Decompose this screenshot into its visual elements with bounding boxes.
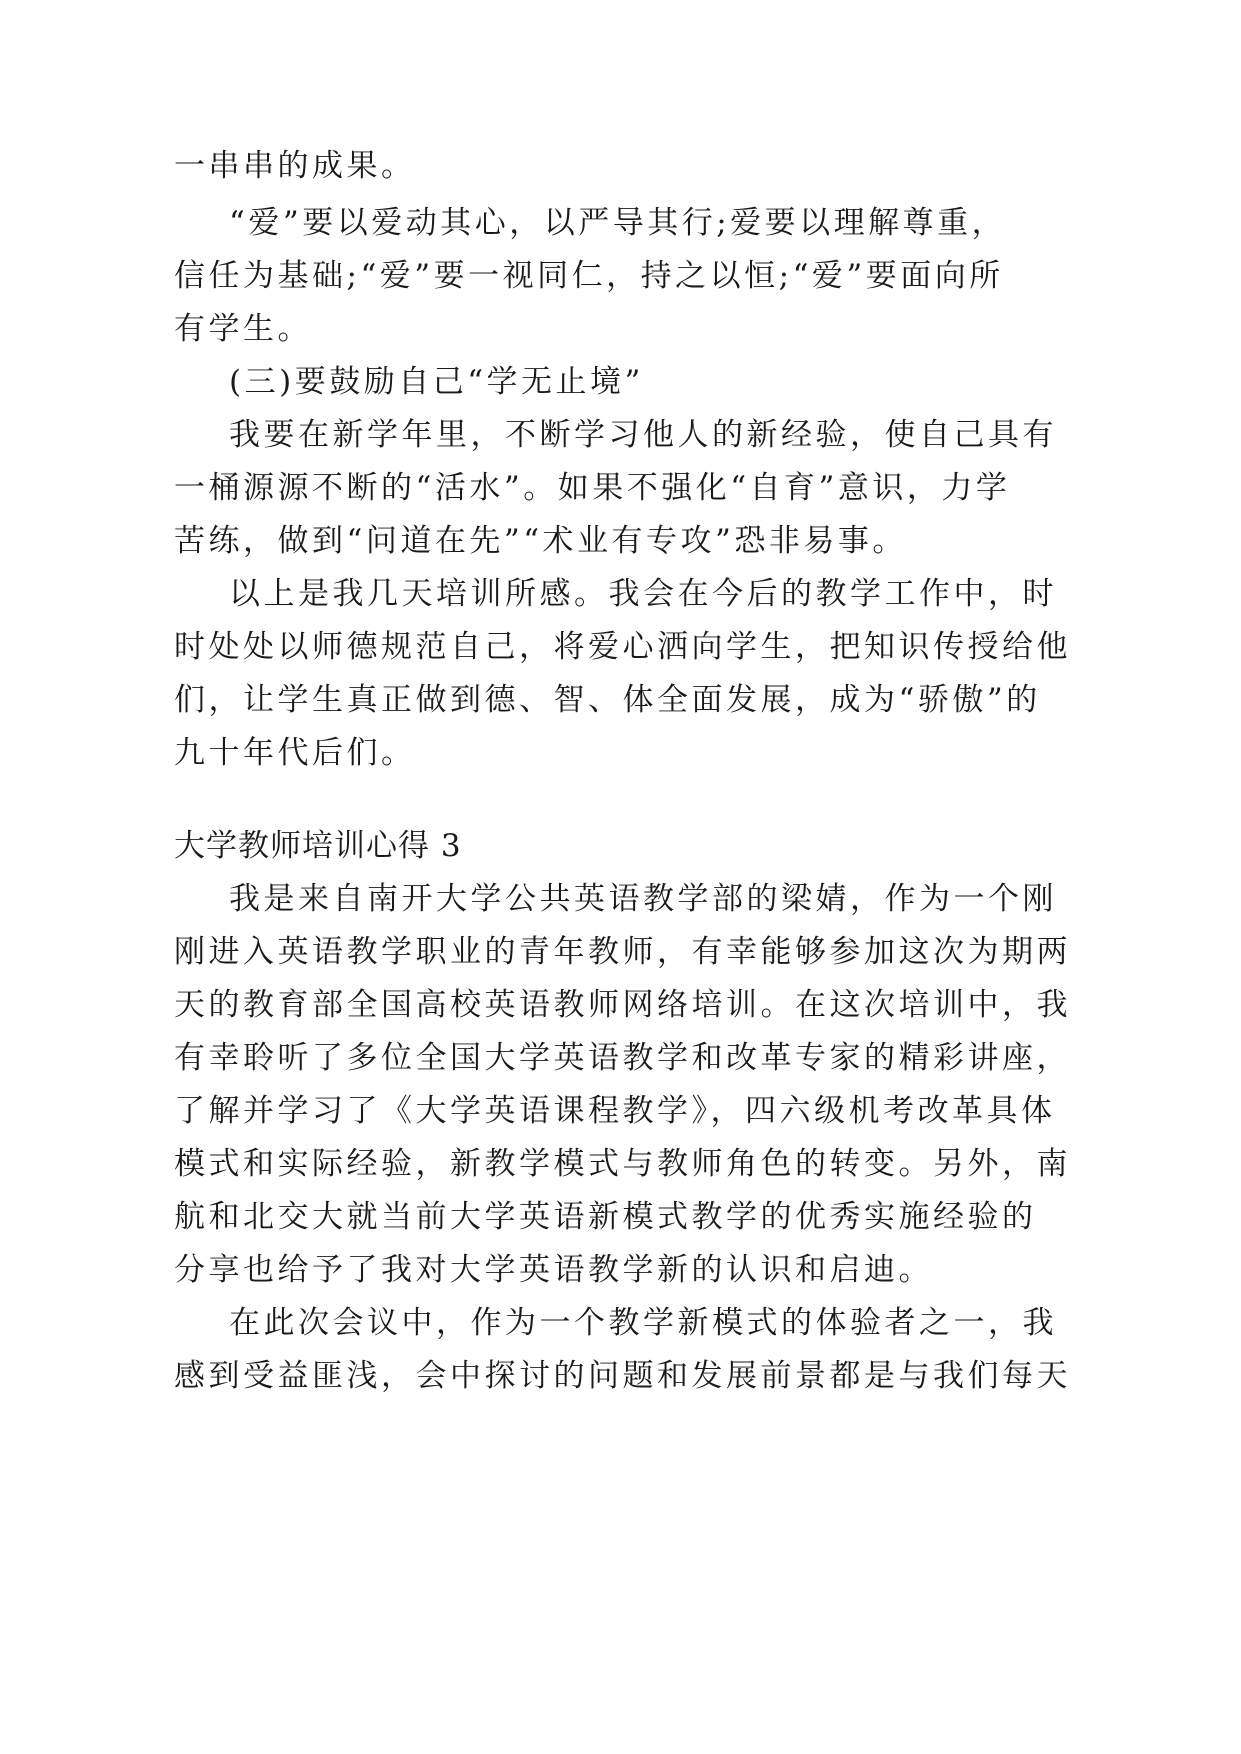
text-line: 时处处以师德规范自己，将爱心洒向学生，把知识传授给他 [174,629,1071,665]
text-line: “爱”要以爱动其心，以严导其行;爱要以理解尊重， [229,205,1007,241]
text-line: 以上是我几天培训所感。我会在今后的教学工作中，时 [229,576,1057,612]
text-line: 刚进入英语教学职业的青年教师，有幸能够参加这次为期两 [174,934,1071,970]
text-line: 我要在新学年里，不断学习他人的新经验，使自己具有 [229,417,1057,453]
text-line: 们，让学生真正做到德、智、体全面发展，成为“骄傲”的 [174,682,1041,718]
text-line: 天的教育部全国高校英语教师网络培训。在这次培训中，我 [174,987,1071,1023]
text-line: 苦练，做到“问道在先”“术业有专攻”恐非易事。 [174,523,907,559]
text-line: 九十年代后们。 [174,735,416,771]
text-line: 信任为基础;“爱”要一视同仁，持之以恒;“爱”要面向所 [174,258,1004,294]
article-title: 大学教师培训心得 3 [174,828,462,864]
text-line: 在此次会议中，作为一个教学新模式的体验者之一，我 [229,1305,1057,1341]
text-line: 有幸聆听了多位全国大学英语教学和改革专家的精彩讲座， [174,1040,1071,1076]
text-line: 我是来自南开大学公共英语教学部的梁婧，作为一个刚 [229,881,1057,917]
text-line: 分享也给予了我对大学英语教学新的认识和启迪。 [174,1252,933,1288]
text-line: 感到受益匪浅，会中探讨的问题和发展前景都是与我们每天 [174,1358,1071,1394]
text-line: 模式和实际经验，新教学模式与教师角色的转变。另外，南 [174,1146,1071,1182]
text-line: 一桶源源不断的“活水”。如果不强化“自育”意识，力学 [174,470,1011,506]
section-heading: (三)要鼓励自己“学无止境” [229,364,644,400]
text-line: 航和北交大就当前大学英语新模式教学的优秀实施经验的 [174,1199,1037,1235]
text-line: 有学生。 [174,311,312,347]
text-line: 了解并学习了《大学英语课程教学》，四六级机考改革具体 [174,1093,1056,1129]
text-line: 一串串的成果。 [174,148,416,184]
